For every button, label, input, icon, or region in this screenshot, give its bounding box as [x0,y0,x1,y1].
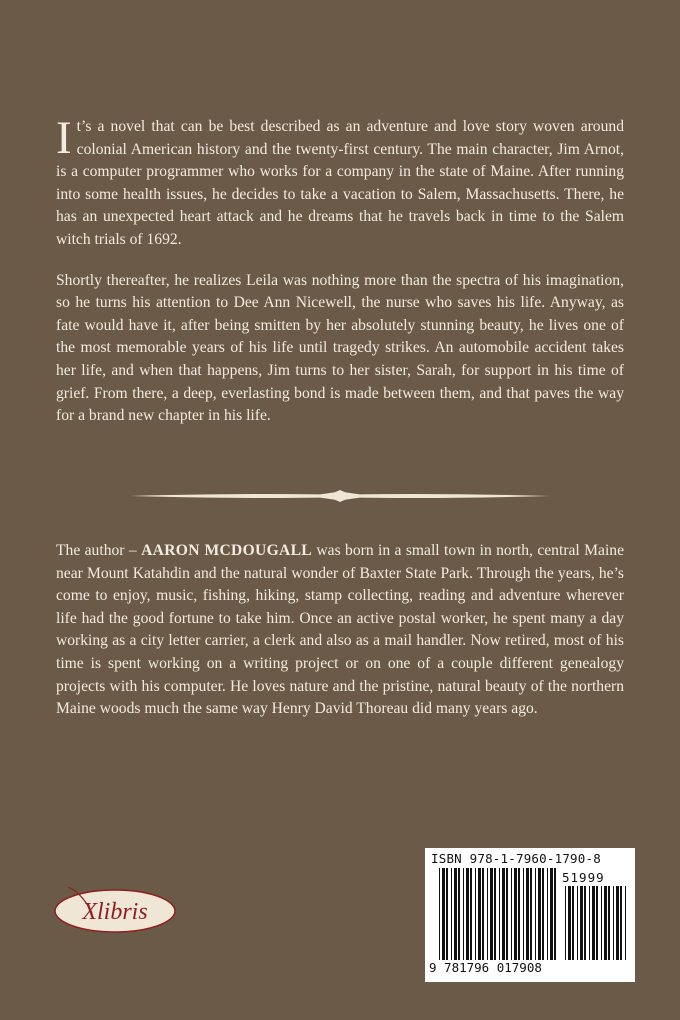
author-bio [56,540,624,721]
price-code: 51999 [562,870,605,885]
drop-cap: I [56,112,72,164]
author-name: AARON MCDOUGALL [141,542,312,559]
author-bio-text: was born in a small town in north, central Maine near Mount Katahdin and the natural wonder of Baxter State Park. Through the years, he’s come to enjoy, music, fishing, hiking, stamp collecting, reading and adventure wherever life had the good fortune to take him. Once an active postal worker, he spent many a day working as a city letter carrier, a clerk and also as a mail handler. Now retired, most of his time is spent working on a writing project or on one of a couple different genealogy projects with his computer. He loves nature and the pristine, natural beauty of the northern Maine woods much the same way Henry David Thoreau did many years ago. [56,542,624,718]
ornamental-divider [130,489,550,503]
blurb-paragraph-1 [56,112,624,252]
logo-wordmark: Xlibris [82,899,148,925]
isbn-label: ISBN 978-1-7960-1790-8 [431,851,601,866]
isbn-barcode [425,848,635,982]
book-blurb [56,112,624,428]
ean-digits: 9 781796 017908 [429,960,542,975]
xlibris-logo [52,883,178,935]
blurb-paragraph-2: Shortly thereafter, he realizes Leila was nothing more than the spectra of his imagination, so he turns his attention to Dee Ann Nicewell, the nurse who saves his life. Anyway, as fate would have it, after being smitten by her absolutely stunning beauty, he lives one of the most memorable years of his life until tragedy strikes. An automobile accident takes her life, and when that happens, Jim turns to her sister, Sarah, for support in his time of grief. From there, a deep, everlasting bond is made between them, and that paves the way for a brand new chapter in his life. [56,271,624,425]
blurb-paragraph-1-text: t’s a novel that can be best described as an adventure and love story woven around colonial American history and the twenty-first century. The main character, Jim Arnot, is a computer programmer who works for a company in the state of Maine. After running into some health issues, he decides to take a vacation to Salem, Massachusetts. There, he has an unexpected heart attack and he dreams that he travels back in time to the Salem witch trials of 1692. [56,118,624,248]
author-lead: The author – [56,542,137,559]
